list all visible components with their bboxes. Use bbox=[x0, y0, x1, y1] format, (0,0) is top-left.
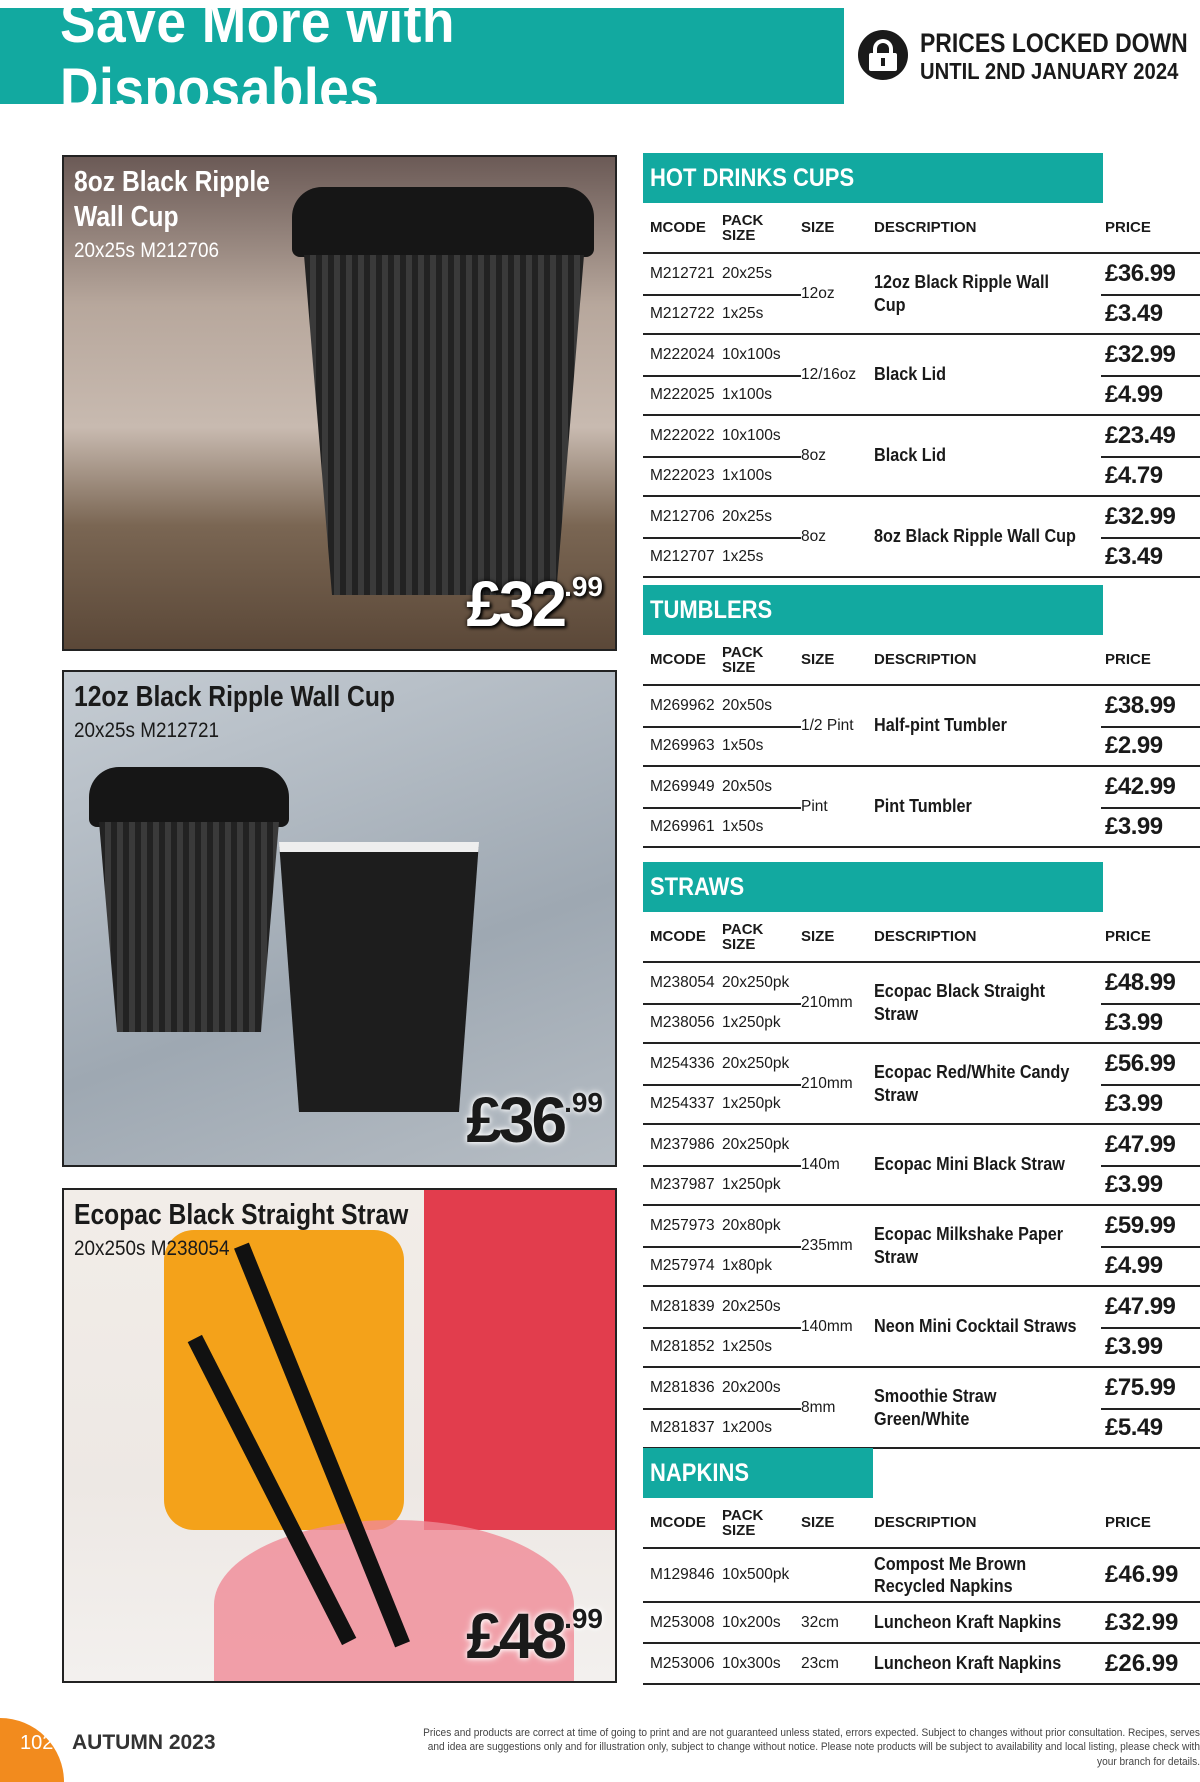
price: £3.99 bbox=[1101, 1003, 1200, 1043]
container bbox=[1101, 1206, 1200, 1285]
column-header: SIZE bbox=[722, 226, 756, 244]
price: £36.99 bbox=[1105, 259, 1176, 287]
table-row bbox=[643, 1549, 1200, 1603]
product-group bbox=[643, 1125, 1200, 1206]
mcode: M222025 bbox=[650, 386, 715, 404]
photo-title: Ecopac Black Straight Straw bbox=[74, 1199, 409, 1231]
description: Neon Mini Cocktail Straws bbox=[874, 1316, 1077, 1337]
container bbox=[1101, 497, 1200, 576]
pack-size: 1x250pk bbox=[722, 1014, 781, 1032]
mcode: M238056 bbox=[650, 1014, 715, 1032]
page-number: 102 bbox=[0, 1718, 64, 1782]
container bbox=[643, 1368, 801, 1447]
mcode: M222023 bbox=[650, 467, 715, 485]
size: 23cm bbox=[801, 1654, 839, 1672]
table-row bbox=[643, 1327, 801, 1367]
price: £3.99 bbox=[1101, 1327, 1200, 1367]
container bbox=[1101, 686, 1200, 765]
container bbox=[1101, 963, 1200, 1042]
price: £4.99 bbox=[1101, 1246, 1200, 1286]
column-header: DESCRIPTION bbox=[874, 219, 977, 236]
cup-lid bbox=[89, 767, 289, 827]
product-photo-straw bbox=[62, 1188, 617, 1683]
container bbox=[643, 686, 801, 765]
size: 1/2 Pint bbox=[801, 716, 854, 734]
section-title: TUMBLERS bbox=[650, 595, 773, 624]
table-row bbox=[643, 1287, 801, 1327]
column-header: PRICE bbox=[1105, 1514, 1151, 1531]
container bbox=[1101, 335, 1200, 414]
column-header: PACK bbox=[722, 211, 764, 229]
product-group bbox=[643, 686, 1200, 767]
container bbox=[1101, 1368, 1200, 1447]
pack-size: 1x250pk bbox=[722, 1095, 781, 1113]
column-header bbox=[722, 922, 801, 952]
price: £3.99 bbox=[1101, 1084, 1200, 1124]
product-group bbox=[643, 497, 1200, 578]
container bbox=[643, 335, 801, 414]
pack-size: 10x300s bbox=[722, 1654, 781, 1672]
mcode: M253006 bbox=[650, 1654, 715, 1672]
mcode: M257973 bbox=[650, 1216, 715, 1234]
pack-size: 10x100s bbox=[722, 345, 781, 363]
price: £38.99 bbox=[1105, 691, 1176, 719]
lock-icon bbox=[858, 30, 908, 80]
description: Ecopac Milkshake Paper Straw bbox=[874, 1224, 1064, 1267]
section-title: STRAWS bbox=[650, 872, 745, 901]
header-banner bbox=[0, 0, 844, 122]
description: 8oz Black Ripple Wall Cup bbox=[874, 526, 1076, 547]
pack-size: 1x50s bbox=[722, 818, 764, 836]
column-header: PRICE bbox=[1105, 651, 1151, 668]
cup-image bbox=[304, 255, 584, 595]
table-row bbox=[643, 375, 801, 415]
container bbox=[643, 862, 1103, 912]
section-straws bbox=[643, 862, 1200, 1449]
disclaimer: Prices and products are correct at time of going to print and are not guaranteed unless stated, errors expected. Subject to changes without prior consultation. Recipes, serves and idea are suggestions only and for illustration only, subject to change without notice. Please note products will be subject to availability and local listing, please check with your branch for details. bbox=[423, 1727, 1200, 1768]
price: £3.49 bbox=[1101, 537, 1200, 577]
price: £48.99 bbox=[1105, 968, 1176, 996]
size: 8oz bbox=[801, 527, 826, 545]
container bbox=[643, 153, 1103, 203]
pack-size: 10x200s bbox=[722, 1613, 781, 1631]
description: Luncheon Kraft Napkins bbox=[874, 1612, 1062, 1633]
price: £3.99 bbox=[1101, 807, 1200, 847]
price: £75.99 bbox=[1105, 1373, 1176, 1401]
column-header: SIZE bbox=[801, 928, 835, 945]
mcode: M254336 bbox=[650, 1054, 715, 1072]
pack-size: 20x250pk bbox=[722, 1135, 790, 1153]
table-row bbox=[643, 1125, 801, 1165]
cup-lid bbox=[292, 187, 594, 257]
container bbox=[643, 585, 1103, 635]
section-napkins bbox=[643, 1448, 1200, 1685]
description: Compost Me Brown Recycled Napkins bbox=[874, 1553, 1027, 1596]
column-header: SIZE bbox=[722, 935, 756, 953]
column-header: DESCRIPTION bbox=[874, 1514, 977, 1531]
column-headers bbox=[643, 203, 1200, 254]
price: £46.99 bbox=[1105, 1561, 1179, 1588]
cup-image bbox=[279, 842, 479, 1112]
container bbox=[643, 497, 801, 576]
column-headers bbox=[643, 635, 1200, 686]
size: Pint bbox=[801, 797, 828, 815]
pack-size: 10x100s bbox=[722, 426, 781, 444]
season-label: AUTUMN 2023 bbox=[72, 1731, 216, 1754]
photo-price: $£32^{.99}$ bbox=[466, 568, 603, 640]
pack-size: 20x250pk bbox=[722, 1054, 790, 1072]
photo-price: $£48^{.99}$ bbox=[466, 1600, 603, 1672]
table-row bbox=[643, 1644, 1200, 1685]
description: Ecopac Mini Black Straw bbox=[874, 1154, 1065, 1175]
pack-size: 20x200s bbox=[722, 1378, 781, 1396]
price: £59.99 bbox=[1105, 1211, 1176, 1239]
mcode: M253008 bbox=[650, 1613, 715, 1631]
table-row bbox=[643, 416, 801, 456]
container bbox=[643, 254, 801, 333]
table-row bbox=[643, 807, 801, 847]
pack-size: 1x250s bbox=[722, 1338, 772, 1356]
table-row bbox=[643, 1368, 801, 1408]
mcode: M212721 bbox=[650, 264, 715, 282]
mcode: M129846 bbox=[650, 1566, 715, 1583]
pack-size: 20x25s bbox=[722, 264, 772, 282]
photo-subtitle: 20x250s M238054 bbox=[74, 1236, 230, 1260]
description: Half-pint Tumbler bbox=[874, 715, 1007, 736]
product-group bbox=[643, 767, 1200, 848]
table-row bbox=[643, 1165, 801, 1205]
cup-image bbox=[99, 822, 279, 1032]
photo-title: 8oz Black Ripple bbox=[74, 166, 270, 198]
container bbox=[1101, 1044, 1200, 1123]
pack-size: 20x50s bbox=[722, 777, 772, 795]
column-header bbox=[722, 213, 801, 243]
pack-size: 20x250s bbox=[722, 1297, 781, 1315]
juice-glass bbox=[164, 1230, 404, 1530]
product-group bbox=[643, 1206, 1200, 1287]
photo-price: $£36^{.99}$ bbox=[466, 1084, 603, 1156]
size: 235mm bbox=[801, 1236, 853, 1254]
pack-size: 1x100s bbox=[722, 467, 772, 485]
table-row bbox=[643, 767, 801, 807]
table-row bbox=[643, 537, 801, 577]
column-header: SIZE bbox=[801, 1514, 835, 1531]
price: £23.49 bbox=[1105, 421, 1176, 449]
mcode: M281852 bbox=[650, 1338, 715, 1356]
container bbox=[643, 963, 801, 1042]
pack-size: 1x100s bbox=[722, 386, 772, 404]
container bbox=[1101, 254, 1200, 333]
container bbox=[643, 1287, 801, 1366]
container bbox=[643, 1206, 801, 1285]
column-header: MCODE bbox=[650, 651, 706, 668]
pack-size: 10x500pk bbox=[722, 1566, 790, 1583]
column-header: DESCRIPTION bbox=[874, 928, 977, 945]
photo-title: 12oz Black Ripple Wall Cup bbox=[74, 681, 395, 713]
section-title: HOT DRINKS CUPS bbox=[650, 163, 855, 192]
column-header: PACK bbox=[722, 920, 764, 938]
product-photo-12oz-cup bbox=[62, 670, 617, 1167]
column-header: SIZE bbox=[801, 219, 835, 236]
pack-size: 20x25s bbox=[722, 507, 772, 525]
container bbox=[1101, 1125, 1200, 1204]
price: £3.99 bbox=[1101, 1165, 1200, 1205]
table-row bbox=[643, 335, 801, 375]
price: £32.99 bbox=[1105, 502, 1176, 530]
mcode: M238054 bbox=[650, 973, 715, 991]
price: £47.99 bbox=[1105, 1130, 1176, 1158]
description: 12oz Black Ripple Wall Cup bbox=[874, 272, 1049, 315]
photo-subtitle: 20x25s M212721 bbox=[74, 718, 220, 742]
column-header: MCODE bbox=[650, 219, 706, 236]
table-row bbox=[643, 1603, 1200, 1644]
size: 8oz bbox=[801, 446, 826, 464]
price: £4.79 bbox=[1101, 456, 1200, 496]
price: £47.99 bbox=[1105, 1292, 1176, 1320]
pack-size: 20x50s bbox=[722, 696, 772, 714]
locked-line-2: UNTIL 2ND JANUARY 2024 bbox=[920, 58, 1179, 84]
size: 140m bbox=[801, 1155, 840, 1173]
section-tumblers bbox=[643, 585, 1200, 848]
column-header: MCODE bbox=[650, 928, 706, 945]
description: Smoothie Straw Green/White bbox=[874, 1386, 997, 1429]
page-title: Save More with Disposables bbox=[60, 0, 455, 122]
product-group bbox=[643, 1368, 1200, 1449]
product-group bbox=[643, 254, 1200, 335]
container bbox=[1101, 1287, 1200, 1366]
price: £32.99 bbox=[1105, 1608, 1179, 1636]
product-group bbox=[643, 1287, 1200, 1368]
mcode: M237987 bbox=[650, 1176, 715, 1194]
section-hot-drinks-cups bbox=[643, 153, 1200, 578]
column-header: PRICE bbox=[1105, 928, 1151, 945]
size: 12oz bbox=[801, 284, 835, 302]
table-row bbox=[643, 294, 801, 334]
mcode: M212706 bbox=[650, 507, 715, 525]
table-row bbox=[643, 1044, 801, 1084]
pack-size: 20x80pk bbox=[722, 1216, 781, 1234]
price: £2.99 bbox=[1101, 726, 1200, 766]
size: 32cm bbox=[801, 1613, 839, 1631]
pack-size: 1x50s bbox=[722, 737, 764, 755]
table-row bbox=[643, 456, 801, 496]
pack-size: 1x25s bbox=[722, 305, 764, 323]
pack-size: 1x25s bbox=[722, 548, 764, 566]
table-row bbox=[643, 1408, 801, 1448]
size: 210mm bbox=[801, 1074, 853, 1092]
price: £32.99 bbox=[1105, 340, 1176, 368]
mcode: M222022 bbox=[650, 426, 715, 444]
mcode: M212707 bbox=[650, 548, 715, 566]
table-row bbox=[643, 1246, 801, 1286]
column-header: PRICE bbox=[1105, 219, 1151, 236]
column-header: MCODE bbox=[650, 1514, 706, 1531]
description: Ecopac Red/White Candy Straw bbox=[874, 1062, 1070, 1105]
pack-size: 1x200s bbox=[722, 1419, 772, 1437]
section-title: NAPKINS bbox=[650, 1458, 750, 1487]
description: Ecopac Black Straight Straw bbox=[874, 981, 1046, 1024]
description: Pint Tumbler bbox=[874, 796, 972, 817]
description: Luncheon Kraft Napkins bbox=[874, 1653, 1062, 1674]
table-row bbox=[643, 1084, 801, 1124]
column-header: SIZE bbox=[722, 658, 756, 676]
mcode: M222024 bbox=[650, 345, 715, 363]
mcode: M281837 bbox=[650, 1419, 715, 1437]
product-photo-8oz-cup bbox=[62, 155, 617, 651]
container bbox=[643, 416, 801, 495]
description: Black Lid bbox=[874, 445, 947, 466]
description: Black Lid bbox=[874, 364, 947, 385]
column-header: SIZE bbox=[801, 651, 835, 668]
prices-locked-notice bbox=[920, 30, 1200, 83]
table-row bbox=[643, 254, 801, 294]
container bbox=[643, 1044, 801, 1123]
pack-size: 20x250pk bbox=[722, 973, 790, 991]
product-group bbox=[643, 1044, 1200, 1125]
mcode: M269963 bbox=[650, 737, 715, 755]
container bbox=[643, 1125, 801, 1204]
column-header bbox=[722, 1508, 801, 1538]
container bbox=[643, 767, 801, 846]
table-row bbox=[643, 686, 801, 726]
mcode: M212722 bbox=[650, 305, 715, 323]
mcode: M237986 bbox=[650, 1135, 715, 1153]
size: 12/16oz bbox=[801, 365, 857, 383]
photo-title: Wall Cup bbox=[74, 200, 179, 233]
column-header bbox=[722, 645, 801, 675]
table-row bbox=[643, 726, 801, 766]
column-headers bbox=[643, 912, 1200, 963]
mcode: M269961 bbox=[650, 818, 715, 836]
price: £56.99 bbox=[1105, 1049, 1176, 1077]
size: 140mm bbox=[801, 1317, 853, 1335]
size: 8mm bbox=[801, 1398, 836, 1416]
container bbox=[1101, 767, 1200, 846]
table-row bbox=[643, 1206, 801, 1246]
mcode: M254337 bbox=[650, 1095, 715, 1113]
column-header: DESCRIPTION bbox=[874, 651, 977, 668]
mcode: M281836 bbox=[650, 1378, 715, 1396]
size: 210mm bbox=[801, 993, 853, 1011]
price: £4.99 bbox=[1101, 375, 1200, 415]
column-headers bbox=[643, 1498, 1200, 1549]
table-row bbox=[643, 963, 801, 1003]
table-row bbox=[643, 1003, 801, 1043]
locked-line-1: PRICES LOCKED DOWN bbox=[920, 28, 1188, 58]
product-group bbox=[643, 335, 1200, 416]
product-group bbox=[643, 416, 1200, 497]
mcode: M257974 bbox=[650, 1257, 715, 1275]
price: £42.99 bbox=[1105, 772, 1176, 800]
container bbox=[643, 1448, 873, 1498]
container bbox=[869, 53, 897, 71]
pack-size: 1x250pk bbox=[722, 1176, 781, 1194]
mcode: M269949 bbox=[650, 777, 715, 795]
column-header: SIZE bbox=[722, 1521, 756, 1539]
price: £26.99 bbox=[1105, 1649, 1179, 1677]
column-header: PACK bbox=[722, 1506, 764, 1524]
product-group bbox=[643, 963, 1200, 1044]
container bbox=[1101, 416, 1200, 495]
pack-size: 1x80pk bbox=[722, 1257, 772, 1275]
mcode: M281839 bbox=[650, 1297, 715, 1315]
price: £5.49 bbox=[1101, 1408, 1200, 1448]
mcode: M269962 bbox=[650, 696, 715, 714]
price: £3.49 bbox=[1101, 294, 1200, 334]
column-header: PACK bbox=[722, 643, 764, 661]
table-row bbox=[643, 497, 801, 537]
photo-subtitle: 20x25s M212706 bbox=[74, 238, 220, 262]
